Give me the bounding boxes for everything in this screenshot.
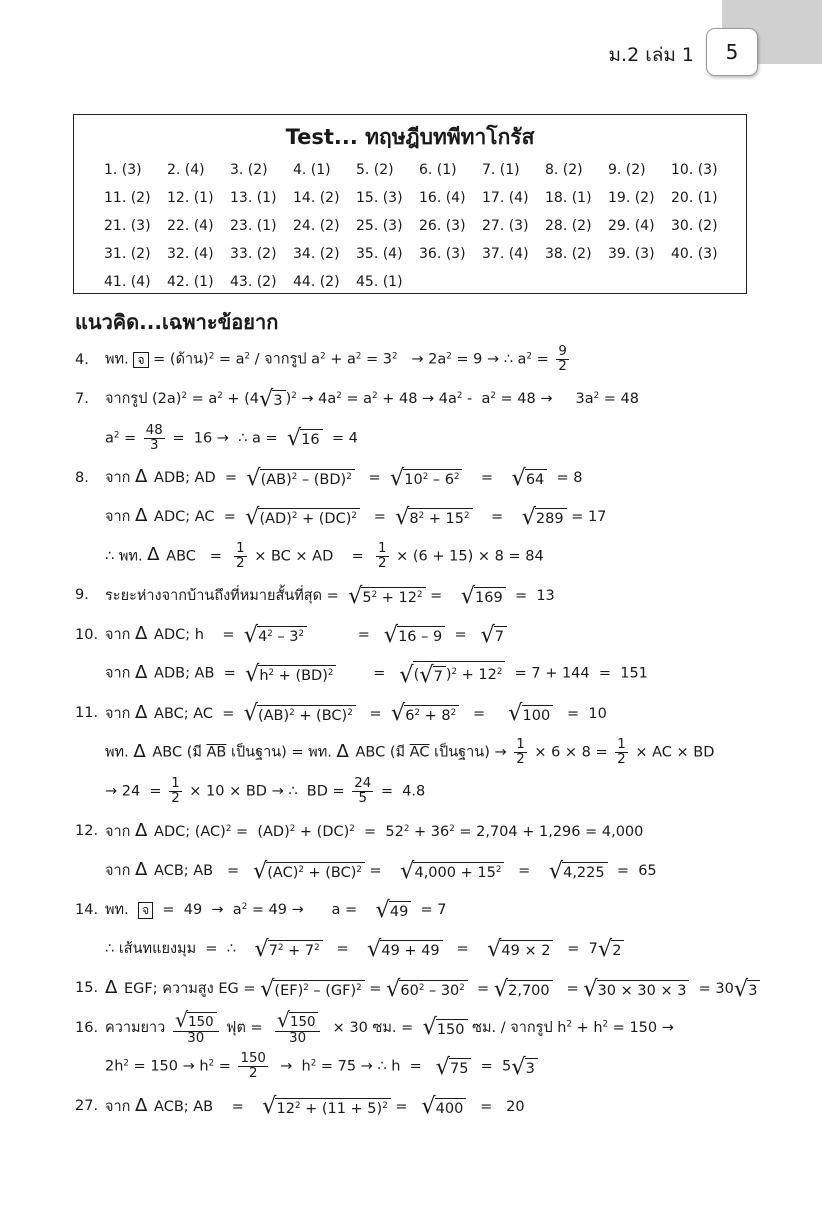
solution-14-cont: ∴ เส้นทแยงมุม = ∴ √ $7^2 + 7^2$ = √ 49 + 49 = √ 49 × 2 = 7 √ 2 (75, 929, 795, 968)
answer-item: 40. (3) (671, 246, 718, 262)
solution-16-cont: $2h^2 = 150 \to h^2$ = $\frac{150}{2}$ → $h^2 = 75$ → ∴ h = √ 75 = 5 √ 3 (75, 1047, 795, 1086)
answer-item: 26. (3) (419, 218, 466, 234)
answer-item: 2. (4) (167, 162, 205, 178)
answer-item: 36. (3) (419, 246, 466, 262)
answer-item: 39. (3) (608, 246, 655, 262)
answer-item: 24. (2) (293, 218, 340, 234)
solution-10-cont: จาก Δ ADB; AB = √ $h^2 + (BD)^2$ = √ ( √ 7 )$^2 + 12^2$ = 7 + 144 = 151 (105, 660, 648, 689)
answer-item: 4. (1) (293, 162, 331, 178)
answer-item: 14. (2) (293, 190, 340, 206)
answer-item: 20. (1) (671, 190, 718, 206)
solution-9: 9. ระยะห่างจากบ้านถึงที่หมายสั้นที่สุด = √ $5^2 + 12^2$ = √ 169 = 13 (75, 582, 555, 609)
solutions-list (75, 340, 795, 1126)
solution-11-cont-2: → 24 = $\frac{1}{2}$ × 10 × BD → ∴ BD = $\frac{24}{5}$ = 4.8 (105, 776, 426, 807)
answer-item: 6. (1) (419, 162, 457, 178)
answer-item: 18. (1) (545, 190, 592, 206)
answer-item: 43. (2) (230, 274, 277, 290)
answer-item: 23. (1) (230, 218, 277, 234)
answer-item: 45. (1) (356, 274, 403, 290)
answer-item: 8. (2) (545, 162, 583, 178)
answer-item: 31. (2) (104, 246, 151, 262)
answer-item: 22. (4) (167, 218, 214, 234)
answer-item: 35. (4) (356, 246, 403, 262)
solution-4: 4. พท. จ = (ด้าน)$^2 = a^2$ / จากรูป $a^2 + a^2 = 3^2 \to 2a^2 = 9$ → ∴ $a^2$ = $\frac{9}{2}$ (75, 344, 567, 375)
answer-item: 7. (1) (482, 162, 520, 178)
answer-item: 28. (2) (545, 218, 592, 234)
answer-item: 21. (3) (104, 218, 151, 234)
solution-11-cont-1: พท. Δ ABC (มี $\overline{AB}$ เป็นฐาน) = พท. Δ ABC (มี $\overline{AC}$ เป็นฐาน) → $\frac{1}{2}$ × 6 × 8 = $\frac{1}{2}$ × AC × BD (105, 737, 715, 768)
shaded-region-symbol: จ (133, 352, 148, 369)
answer-item: 17. (4) (482, 190, 529, 206)
solution-11: 11. จาก Δ ABC; AC = √ (AB)$^2$ + (BC)$^2$ = √ $6^2 + 8^2$ = √ 100 = 10 (75, 700, 607, 727)
answer-item: 1. (3) (104, 162, 142, 178)
solution-16: 16. ความยาว √ 150 30 ฟุต = √ 150 30 × 30 ซม. = √ 150 ซม. / จากรูป $h^2 + h^2 = 150$ → (75, 1007, 674, 1046)
answer-item: 16. (4) (419, 190, 466, 206)
answer-item: 42. (1) (167, 274, 214, 290)
page-number: 5 (706, 28, 758, 76)
answer-grid (104, 160, 746, 293)
answer-item: 12. (1) (167, 190, 214, 206)
solution-14: 14. พท. จ = $49 \to a^2 = 49$ → a = √ 49 = 7 (75, 896, 447, 923)
answer-item: 10. (3) (671, 162, 718, 178)
solution-8: 8. จาก Δ ADB; AD = √ (AB)$^2$ – (BD)$^2$ = √ $10^2 - 6^2$ = √ 64 = 8 (75, 464, 583, 491)
solution-7-cont: $a^2$ = $\frac{48}{3}$ = 16 → ∴ a = √ 16 = 4 (105, 422, 358, 453)
answer-item: 33. (2) (230, 246, 277, 262)
answer-item: 19. (2) (608, 190, 655, 206)
answer-item: 37. (4) (482, 246, 529, 262)
solution-12: 12. จาก Δ ADC; $(AC)^2 = (AD)^2 + (DC)^2 = 52^2 + 36^2 = 2,704 + 1,296 = 4,000$ (75, 819, 644, 841)
answer-item: 34. (2) (293, 246, 340, 262)
answer-item: 38. (2) (545, 246, 592, 262)
answer-item: 13. (1) (230, 190, 277, 206)
solution-10: 10. จาก Δ ADC; h = √ $4^2 - 3^2$ = √ 16 – 9 = √ 7 (75, 615, 795, 654)
answer-item: 15. (3) (356, 190, 403, 206)
answer-key-box (73, 114, 747, 294)
answer-key-title: Test... ทฤษฎีบทพีทาโกรัส (285, 125, 535, 149)
answer-item: 5. (2) (356, 162, 394, 178)
answer-item: 3. (2) (230, 162, 268, 178)
solutions-heading: แนวคิด...เฉพาะข้อยาก (75, 310, 279, 334)
answer-item: 32. (4) (167, 246, 214, 262)
book-label: ม.2 เล่ม 1 (608, 44, 694, 66)
solution-8-cont-1: จาก Δ ADC; AC = √ (AD)$^2$ + (DC)$^2$ = √ $8^2 + 15^2$ = √ 289 = 17 (105, 503, 607, 530)
answer-item: 25. (3) (356, 218, 403, 234)
answer-item: 27. (3) (482, 218, 529, 234)
solution-15: 15. Δ EGF; ความสูง EG = √ (EF)$^2$ – (GF)$^2$ = √ $60^2 - 30^2$ = √ 2,700 = √ 30 × 30 × 3 = 30 √ 3 (75, 969, 795, 1008)
solution-7: 7. จากรูป $(2a)^2 = a^2 + (4$ √ 3 )$^2 \to 4a^2 = a^2 + 48 \to 4a^2 - a^2 = 48$ → $3a^2 = 48$ (75, 386, 640, 413)
shaded-region-symbol: จ (138, 902, 153, 919)
answer-item: 41. (4) (104, 274, 151, 290)
answer-item: 9. (2) (608, 162, 646, 178)
solution-8-cont-2: ∴ พท. Δ ABC = $\frac{1}{2}$ × BC × AD = $\frac{1}{2}$ × (6 + 15) × 8 = 84 (105, 540, 544, 571)
answer-item: 30. (2) (671, 218, 718, 234)
answer-item: 29. (4) (608, 218, 655, 234)
solution-27: 27. จาก Δ ACB; AB = √ $12^2 + (11 + 5)^2$ = √ 400 = 20 (75, 1093, 525, 1120)
answer-item: 44. (2) (293, 274, 340, 290)
answer-item: 11. (2) (104, 190, 151, 206)
solution-12-cont: จาก Δ ACB; AB = √ (AC)$^2$ + (BC)$^2$ = √ $4,000 + 15^2$ = √ 4,225 = 65 (105, 857, 657, 884)
